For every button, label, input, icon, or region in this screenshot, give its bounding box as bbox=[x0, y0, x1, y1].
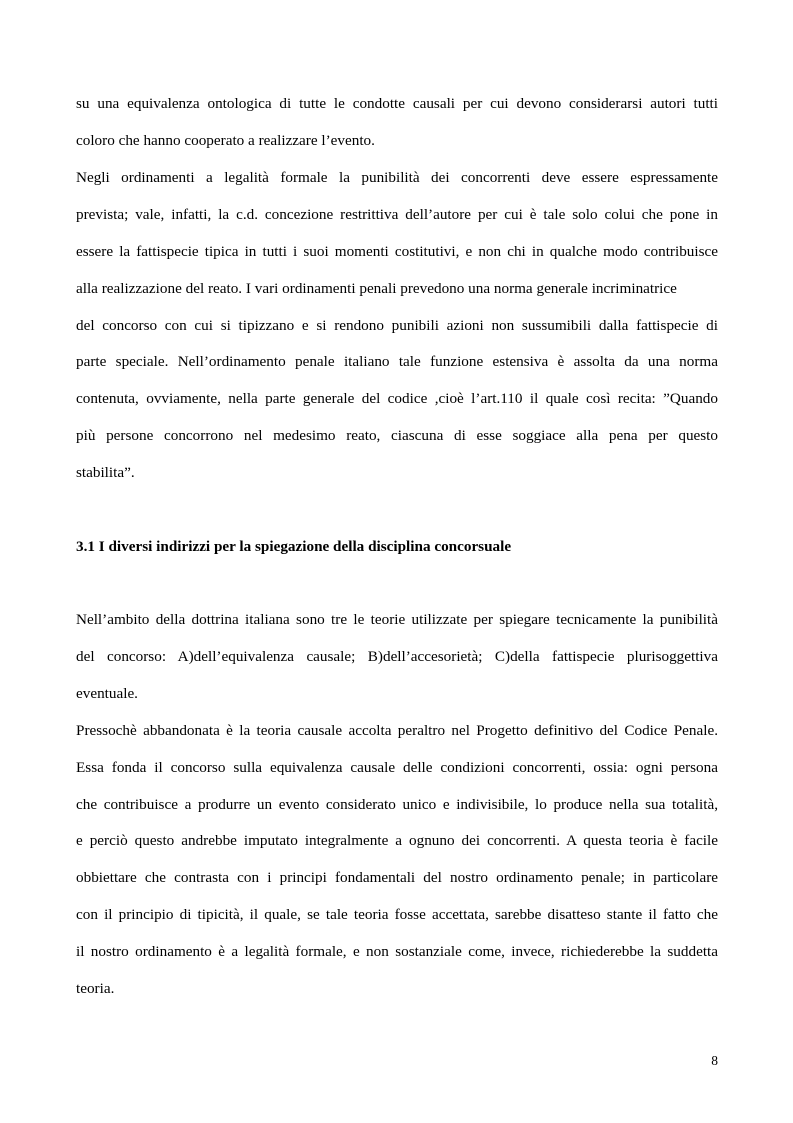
text-line: parte speciale. Nell’ordinamento penale italiano tale funzione estensiva è assolta da una norma bbox=[76, 353, 718, 370]
text-line: del concorso: A)dell’equivalenza causale; B)dell’accesorietà; C)della fattispecie plurisoggettiva bbox=[76, 648, 718, 665]
text-line: con il principio di tipicità, il quale, se tale teoria fosse accettata, sarebbe disatteso stante il fatto che bbox=[76, 906, 718, 923]
section-heading: 3.1 I diversi indirizzi per la spiegazione della disciplina concorsuale bbox=[76, 538, 512, 555]
text-line: Nell’ambito della dottrina italiana sono tre le teorie utilizzate per spiegare tecnicamente la punibilità bbox=[76, 611, 718, 628]
text-line: Pressochè abbandonata è la teoria causale accolta peraltro nel Progetto definitivo del Codice Penale. bbox=[76, 722, 718, 739]
text-line: Negli ordinamenti a legalità formale la punibilità dei concorrenti deve essere espressamente bbox=[76, 169, 718, 186]
text-line: alla realizzazione del reato. I vari ordinamenti penali prevedono una norma generale incriminatrice bbox=[76, 280, 677, 297]
text-line: che contribuisce a produrre un evento considerato unico e indivisibile, lo produce nella sua totalità, bbox=[76, 796, 718, 813]
text-line: essere la fattispecie tipica in tutti i suoi momenti costitutivi, e non chi in qualche modo contribuisce bbox=[76, 243, 718, 260]
text-line: Essa fonda il concorso sulla equivalenza causale delle condizioni concorrenti, ossia: ogni persona bbox=[76, 759, 718, 776]
text-line: contenuta, ovviamente, nella parte generale del codice ,cioè l’art.110 il quale così recita: ”Quando bbox=[76, 390, 718, 407]
text-line: più persone concorrono nel medesimo reato, ciascuna di esse soggiace alla pena per questo bbox=[76, 427, 718, 444]
text-line: teoria. bbox=[76, 980, 115, 997]
text-line: eventuale. bbox=[76, 685, 138, 702]
text-line: stabilita”. bbox=[76, 464, 135, 481]
text-line: del concorso con cui si tipizzano e si rendono punibili azioni non sussumibili dalla fattispecie di bbox=[76, 317, 718, 334]
text-line: su una equivalenza ontologica di tutte le condotte causali per cui devono considerarsi autori tutti bbox=[76, 95, 718, 112]
text-line: prevista; vale, infatti, la c.d. concezione restrittiva dell’autore per cui è tale solo colui che pone in bbox=[76, 206, 718, 223]
page-number: 8 bbox=[711, 1053, 718, 1068]
text-line: il nostro ordinamento è a legalità formale, e non sostanziale come, invece, richiederebbe la suddetta bbox=[76, 943, 718, 960]
text-line: coloro che hanno cooperato a realizzare l’evento. bbox=[76, 132, 375, 149]
text-line: e perciò questo andrebbe imputato integralmente a ognuno dei concorrenti. A questa teoria è facile bbox=[76, 832, 718, 849]
text-line: obbiettare che contrasta con i principi fondamentali del nostro ordinamento penale; in particolare bbox=[76, 869, 718, 886]
